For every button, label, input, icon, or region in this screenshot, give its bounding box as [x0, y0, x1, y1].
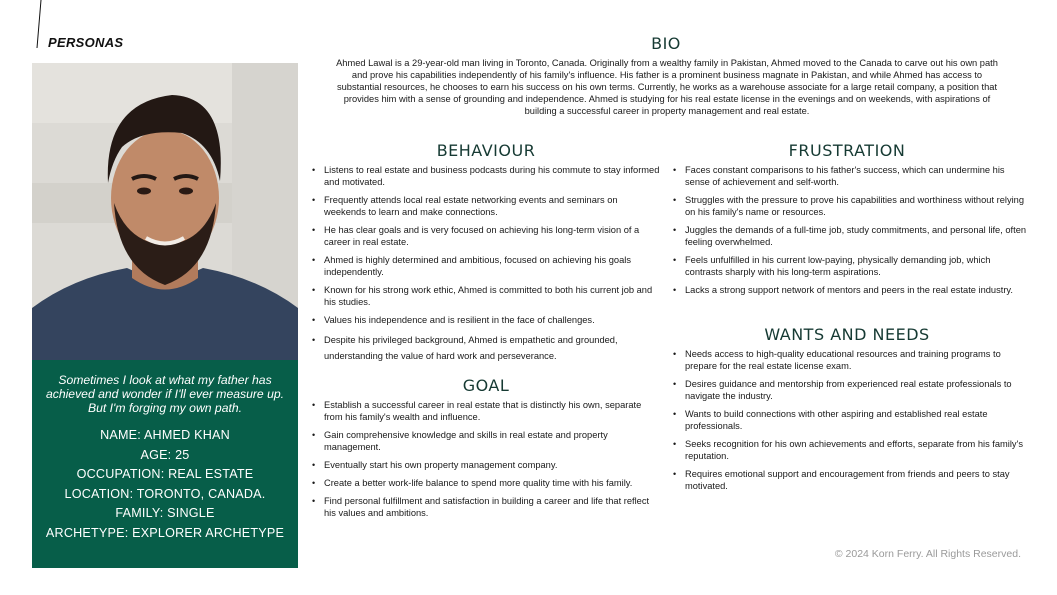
fact-age: AGE: 25	[140, 447, 190, 462]
frustration-item: • Faces constant comparisons to his father's success, which can undermine his sense of achievement and self-worth.	[672, 164, 1027, 188]
frustration-item: • Struggles with the pressure to prove his capabilities and worthiness without relying on his family's name or resources.	[672, 194, 1027, 218]
behaviour-item: • Despite his privileged background, Ahmed is empathetic and grounded, understanding the value of hard work and perseverance.	[311, 332, 661, 364]
behaviour-item: • Known for his strong work ethic, Ahmed is committed to both his current job and his studies.	[311, 284, 661, 308]
goal-item: • Eventually start his own property management company.	[311, 459, 661, 471]
fact-family: FAMILY: SINGLE	[115, 506, 215, 521]
behaviour-heading: BEHAVIOUR	[436, 141, 536, 160]
goal-heading: GOAL	[462, 376, 510, 395]
goal-item: • Establish a successful career in real estate that is distinctly his own, separate from his family's wealth and influence.	[311, 399, 661, 423]
wants-item: • Needs access to high-quality educational resources and training programs to prepare for the real estate license exam.	[672, 348, 1027, 372]
wants-item: • Desires guidance and mentorship from experienced real estate professionals to navigate the industry.	[672, 378, 1027, 402]
goal-item: • Create a better work-life balance to spend more quality time with his family.	[311, 477, 661, 489]
behaviour-item: • Frequently attends local real estate networking events and seminars on weekends to learn and make connections.	[311, 194, 661, 218]
fact-name: NAME: AHMED KHAN	[100, 428, 230, 442]
frustration-heading: FRUSTRATION	[788, 141, 906, 160]
wants-needs-heading: WANTS AND NEEDS	[764, 325, 930, 344]
fact-archetype: ARCHETYPE: EXPLORER ARCHETYPE	[45, 525, 285, 540]
wants-needs-list	[672, 348, 1027, 498]
persona-quote: Sometimes I look at what my father has achieved and wonder if I'll ever measure up. But I'm forging my own path.	[45, 373, 285, 415]
goal-item: • Find personal fulfillment and satisfaction in building a career and life that reflect his values and ambitions.	[311, 495, 661, 519]
fact-location: LOCATION: TORONTO, CANADA.	[64, 486, 266, 501]
behaviour-list	[311, 164, 661, 370]
wants-item: • Wants to build connections with other aspiring and established real estate professionals.	[672, 408, 1027, 432]
corner-accent-line	[36, 0, 42, 48]
frustration-list	[672, 164, 1027, 302]
frustration-item: • Lacks a strong support network of mentors and peers in the real estate industry.	[672, 284, 1027, 296]
frustration-item: • Juggles the demands of a full-time job, study commitments, and personal life, often feeling overwhelmed.	[672, 224, 1027, 248]
goal-list	[311, 399, 661, 525]
wants-item: • Requires emotional support and encouragement from friends and peers to stay motivated.	[672, 468, 1027, 492]
behaviour-item: • Values his independence and is resilient in the face of challenges.	[311, 314, 661, 326]
profile-card	[32, 360, 298, 568]
bio-heading: BIO	[651, 34, 681, 53]
profile-facts	[32, 426, 298, 544]
wants-item: • Seeks recognition for his own achievements and efforts, separate from his family's reputation.	[672, 438, 1027, 462]
bio-text: Ahmed Lawal is a 29-year-old man living in Toronto, Canada. Originally from a wealthy family in Pakistan, Ahmed moved to the Canada to carve out his own path and prove his capabilities independently of his family's influence. His father is a prominent business magnate in Pakistan, and while Ahmed has access to substantial resources, he chooses to earn his success on his own terms. Currently, he works as a warehouse associate for a large retail company, a position that provides him with a sense of grounding and independence. Ahmed is studying for his real estate license in the evenings and on weekends, with aspirations of building a successful career in property management and real estate.	[336, 58, 998, 116]
goal-item: • Gain comprehensive knowledge and skills in real estate and property management.	[311, 429, 661, 453]
behaviour-item: • He has clear goals and is very focused on achieving his long-term vision of a career in real estate.	[311, 224, 661, 248]
fact-occupation: OCCUPATION: REAL ESTATE	[76, 467, 254, 482]
behaviour-item: • Ahmed is highly determined and ambitious, focused on achieving his goals independently.	[311, 254, 661, 278]
persona-photo	[32, 63, 298, 360]
page-label: PERSONAS	[48, 35, 124, 50]
behaviour-item: • Listens to real estate and business podcasts during his commute to stay informed and motivated.	[311, 164, 661, 188]
frustration-item: • Feels unfulfilled in his current low-paying, physically demanding job, which contrasts sharply with his long-term aspirations.	[672, 254, 1027, 278]
copyright-notice: © 2024 Korn Ferry. All Rights Reserved.	[834, 548, 1021, 560]
